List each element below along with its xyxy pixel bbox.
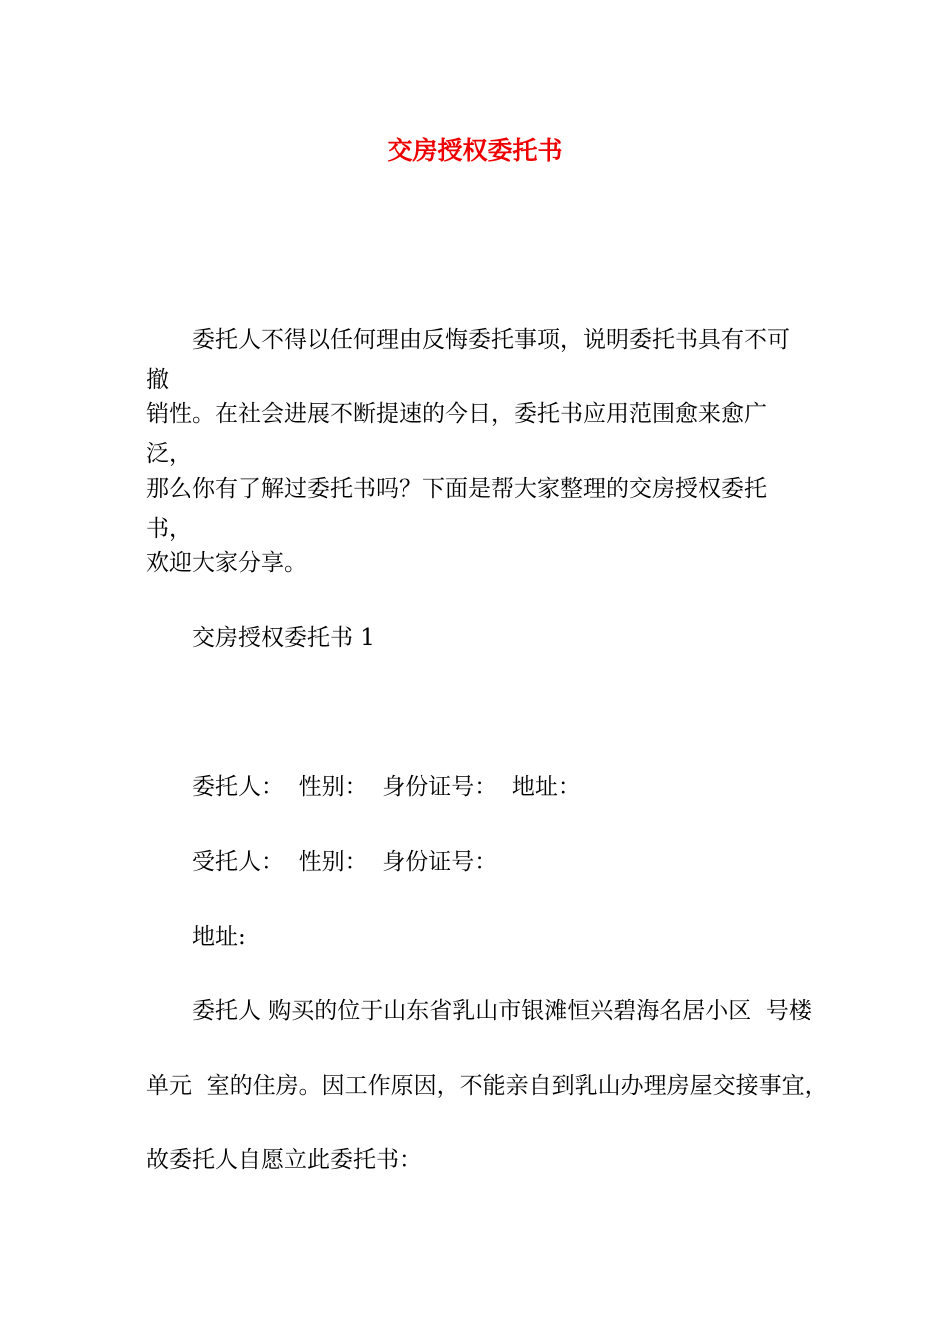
intro-line-3: 那么你有了解过委托书吗？下面是帮大家整理的交房授权委托书， <box>146 476 767 542</box>
statement-line-1: 委托人 购买的位于山东省乳山市银滩恒兴碧海名居小区 号楼 <box>192 998 812 1024</box>
document-title: 交房授权委托书 <box>387 136 563 165</box>
intro-line-2: 销性。在社会进展不断提速的今日，委托书应用范围愈来愈广泛， <box>146 401 767 467</box>
section-heading: 交房授权委托书 1 <box>192 625 375 651</box>
agent-info-line: 受托人： 性别： 身份证号： <box>192 849 498 875</box>
statement-line-3: 故委托人自愿立此委托书： <box>146 1147 422 1173</box>
statement-line-2: 单元 室的住房。因工作原因，不能亲自到乳山办理房屋交接事宜， <box>146 1073 828 1099</box>
intro-line-4: 欢迎大家分享。 <box>146 550 307 576</box>
intro-line-1: 委托人不得以任何理由反悔委托事项，说明委托书具有不可撤 <box>146 327 790 393</box>
address-line: 地址: <box>192 924 246 950</box>
principal-info-line: 委托人： 性别： 身份证号： 地址： <box>192 774 581 800</box>
